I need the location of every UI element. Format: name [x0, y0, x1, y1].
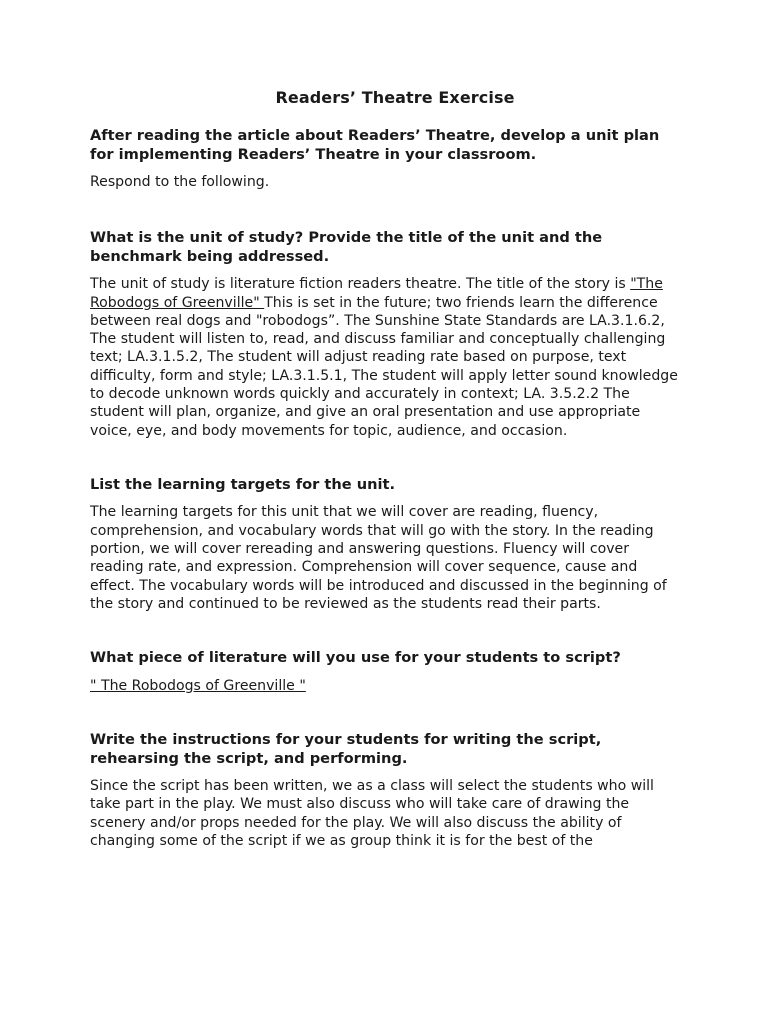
- answer-learning-targets: The learning targets for this unit that we will cover are reading, fluency, comprehension, and vocabulary words that will go with the story. In the reading portion, we will cover rereading and answering questions. Fluency will cover reading rate, and expression. Comprehension will cover sequence, cause and effect. The vocabulary words will be introduced and discussed in the beginning of the story and continued to be reviewed as the students read their parts.: [90, 504, 667, 612]
- story-title-link[interactable]: "The Robodogs of Greenville": [90, 276, 663, 311]
- question-literature: What piece of literature will you use for your students to script?: [90, 649, 621, 667]
- question-instructions: Write the instructions for your students for writing the script, rehearsing the script, and performing.: [90, 731, 602, 767]
- page-title: Readers’ Theatre Exercise: [275, 88, 515, 107]
- answer-text-end: This is set in the future; two friends learn the difference between real dogs and "robodogs”. The Sunshine State Standards are LA.3.1.6.2, The student will listen to, read, and discuss familiar and conceptually challenging text; LA.3.1.5.2, The student will adjust reading rate based on purpose, text difficulty, form and style; LA.3.1.5.1, The student will apply letter sound knowledge to decode unknown words quickly and accurately in context; LA. 3.5.2.2 The student will plan, organize, and give an oral presentation and use appropriate voice, eye, and body movements for topic, audience, and occasion.: [90, 294, 678, 439]
- answer-literature: [90, 677, 680, 695]
- answer-text-start: The unit of study is literature fiction readers theatre. The title of the story is: [90, 276, 631, 293]
- question-learning-targets: List the learning targets for the unit.: [90, 475, 396, 493]
- answer-unit-of-study: [90, 275, 680, 440]
- document-page: [90, 88, 680, 850]
- answer-instructions: Since the script has been written, we as a class will select the students who will take part in the play. We must also discuss who will take care of drawing the scenery and/or props needed for the play. We will also discuss the ability of changing some of the script if we as group think it is for the best of the: [90, 778, 654, 849]
- literature-title-link[interactable]: " The Robodogs of Greenville ": [90, 677, 306, 694]
- intro-heading: After reading the article about Readers’ Theatre, develop a unit plan for implementing Readers’ Theatre in your classroom.: [90, 127, 660, 163]
- question-unit-of-study: What is the unit of study? Provide the title of the unit and the benchmark being addressed.: [90, 229, 603, 265]
- respond-instruction: Respond to the following.: [90, 174, 270, 190]
